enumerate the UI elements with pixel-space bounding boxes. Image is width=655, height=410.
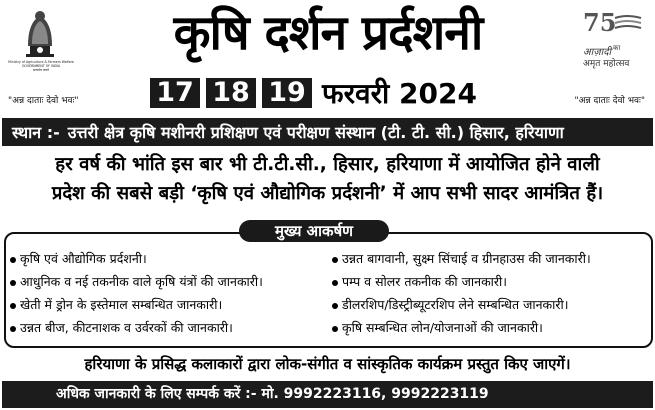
contact-bar (2, 381, 653, 408)
venue-label: स्थान :- (12, 123, 60, 142)
motto-right: "अन्न दाताः देवो भवः" (574, 96, 645, 106)
bullet-icon (332, 326, 338, 332)
logo-number: 75 (583, 8, 617, 37)
azadi-ka-amrit-mahotsav-logo (583, 8, 647, 68)
attractions-list-right (332, 247, 650, 339)
logo-word-amrit-mahotsav: अमृत महोत्सव (583, 59, 630, 69)
month-year: फरवरी 2024 (322, 77, 477, 110)
flag-swoosh-icon (613, 14, 643, 34)
list-item: डीलरशिप/डिस्ट्रीब्यूटरशिप लेने सम्बन्धित जानकारी। (332, 293, 650, 316)
page-title: कृषि दर्शन प्रर्दशनी (173, 5, 483, 61)
logo-word-ka: का (613, 44, 621, 52)
attractions-list-left (10, 247, 330, 339)
bullet-icon (10, 280, 16, 286)
motto-left: "अन्न दाताः देवो भवः" (8, 96, 79, 106)
date-day-2: 18 (206, 78, 256, 108)
invitation-line-2: प्रदेश की सबसे बड़ी ‘कृषि एवं औद्योगिक प्रर्दशनी’ में आप सभी सादर आमंत्रित हैं। (51, 183, 604, 204)
date-day-3: 19 (262, 78, 312, 108)
list-item: कृषि एवं औद्योगिक प्रर्दशनी। (10, 247, 330, 270)
invitation-text (6, 150, 649, 208)
contact-text: अधिक जानकारी के लिए सम्पर्क करें :- मो. 9992223116, 9992223119 (56, 386, 489, 402)
list-item: उन्नत बागवानी, सुक्ष्म सिंचाई व ग्रीनहाउस की जानकारी। (332, 247, 650, 270)
invitation-line-1: हर वर्ष की भांति इस बार भी टी.टी.सी., हिसार, हरियाणा में आयोजित होने वाली (55, 154, 600, 175)
venue-bar (2, 118, 653, 146)
bullet-icon (10, 326, 16, 332)
national-emblem-icon (14, 6, 66, 66)
list-item: आधुनिक व नई तकनीक वाले कृषि यंत्रों की जानकारी। (10, 270, 330, 293)
bullet-icon (332, 303, 338, 309)
cultural-program-note: हरियाणा के प्रसिद्ध कलाकारों द्वारा लोक-संगीत व सांस्कृतिक कार्यक्रम प्रस्तुत किए जाएगें। (84, 355, 571, 373)
bullet-icon (10, 303, 16, 309)
emblem-caption: Ministry of Agriculture & Farmers Welfare GOVERNMENT OF INDIA सत्यमेव जयते (8, 60, 74, 72)
attractions-title: मुख्य आकर्षण (239, 220, 389, 242)
bullet-icon (332, 280, 338, 286)
list-item: उन्नत बीज, कीटनाशक व उर्वरकों की जानकारी। (10, 316, 330, 339)
date-day-1: 17 (150, 78, 200, 108)
bullet-icon (332, 257, 338, 263)
logo-word-azadi: आज़ादी (583, 47, 612, 58)
bullet-icon (10, 257, 16, 263)
event-dates (150, 76, 477, 110)
venue-text: उत्तरी क्षेत्र कृषि मशीनरी प्रशिक्षण एवं परीक्षण संस्थान (टी. टी. सी.) हिसार, हरियाणा (67, 123, 564, 142)
list-item: पम्प व सोलर तकनीक की जानकारी। (332, 270, 650, 293)
list-item: खेती में ड्रोन के इस्तेमाल सम्बन्धित जानकारी। (10, 293, 330, 316)
list-item: कृषि सम्बन्धित लोन/योजनाओं की जानकारी। (332, 316, 650, 339)
